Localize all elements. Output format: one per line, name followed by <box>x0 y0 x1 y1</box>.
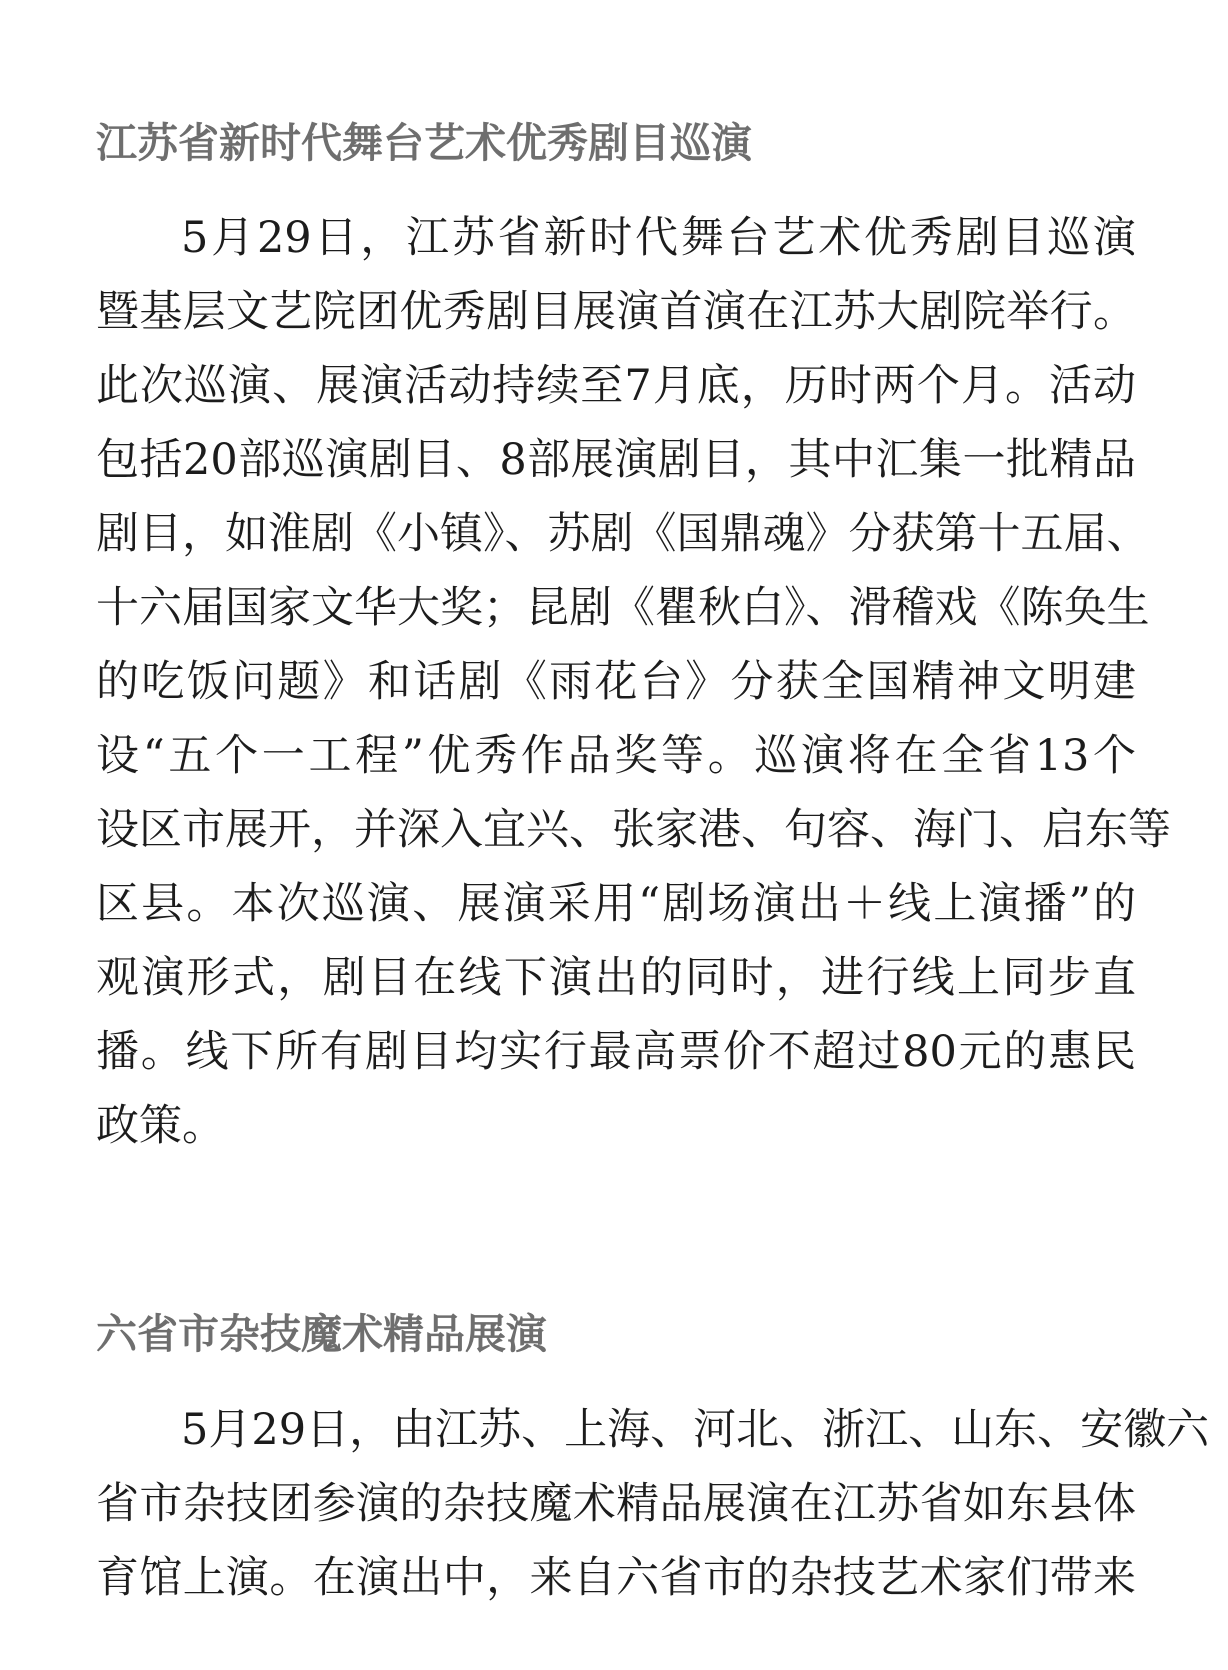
paragraph-line: 暨基层文艺院团优秀剧目展演首演在江苏大剧院举行。 <box>96 287 1136 337</box>
paragraph-line: 剧目，如淮剧《小镇》、苏剧《国鼎魂》分获第十五届、 <box>96 509 1150 559</box>
paragraph-line: 5月29日，江苏省新时代舞台艺术优秀剧目巡演 <box>181 213 1136 263</box>
section-heading-touring-performances: 江苏省新时代舞台艺术优秀剧目巡演 <box>96 119 752 167</box>
paragraph-line: 播。线下所有剧目均实行最高票价不超过80元的惠民 <box>96 1027 1136 1077</box>
paragraph-line: 5月29日，由江苏、上海、河北、浙江、山东、安徽六 <box>181 1405 1210 1455</box>
paragraph-line: 此次巡演、展演活动持续至7月底，历时两个月。活动 <box>96 361 1136 411</box>
paragraph-line: 设区市展开，并深入宜兴、张家港、句容、海门、启东等 <box>96 805 1171 855</box>
paragraph-line: 区县。本次巡演、展演采用“剧场演出＋线上演播”的 <box>96 879 1136 929</box>
paragraph-line: 观演形式，剧目在线下演出的同时，进行线上同步直 <box>96 953 1136 1003</box>
paragraph-line: 政策。 <box>96 1101 225 1151</box>
section-heading-acrobatics-showcase: 六省市杂技魔术精品展演 <box>96 1310 547 1358</box>
paragraph-line: 省市杂技团参演的杂技魔术精品展演在江苏省如东县体 <box>96 1479 1136 1529</box>
paragraph-line: 十六届国家文华大奖；昆剧《瞿秋白》、滑稽戏《陈奂生 <box>96 583 1150 633</box>
paragraph-line: 设“五个一工程”优秀作品奖等。巡演将在全省13个 <box>96 731 1136 781</box>
paragraph-line: 的吃饭问题》和话剧《雨花台》分获全国精神文明建 <box>96 657 1136 707</box>
paragraph-line: 育馆上演。在演出中，来自六省市的杂技艺术家们带来 <box>96 1553 1136 1603</box>
paragraph-line: 包括20部巡演剧目、8部展演剧目，其中汇集一批精品 <box>96 435 1136 485</box>
